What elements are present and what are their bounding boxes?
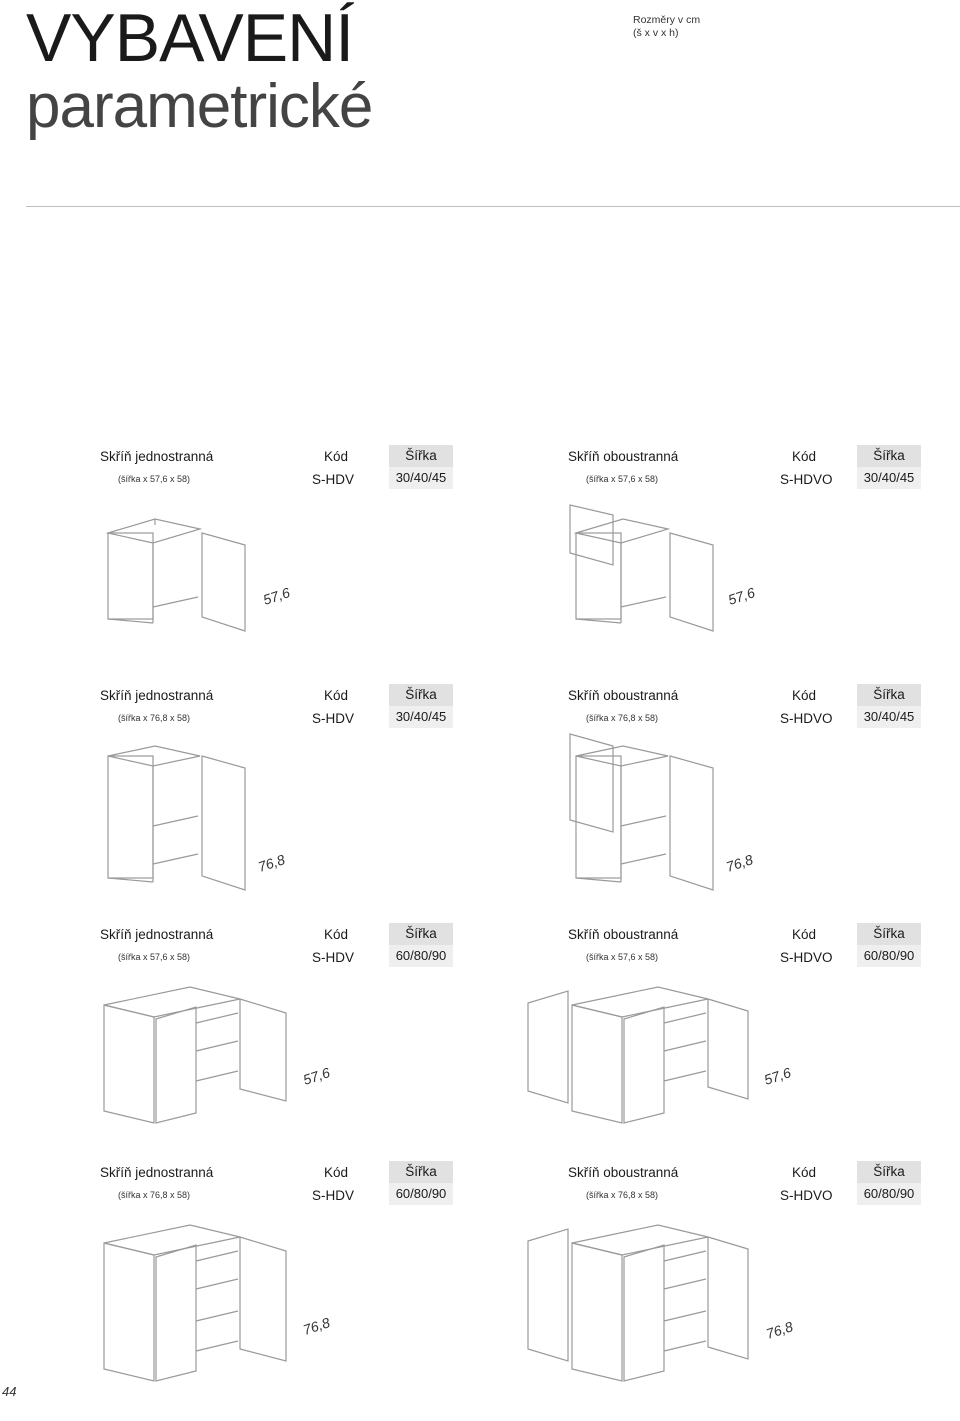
product-size: (šířka x 76,8 x 58) [118, 713, 191, 723]
product-name: Skříň jednostranná [100, 927, 214, 942]
code-header: Kód [792, 1165, 817, 1180]
width-header: Šířka [857, 1161, 921, 1183]
product-widths: 60/80/90 [857, 1183, 921, 1205]
product-code: S-HDV [312, 711, 355, 726]
product-cell [100, 1161, 480, 1421]
product-size: (šířka x 57,6 x 58) [118, 474, 191, 484]
cabinet-drawing [568, 744, 768, 894]
height-label: 57,6 [260, 584, 292, 608]
product-widths: 30/40/45 [857, 467, 921, 489]
code-header: Kód [324, 688, 349, 703]
product-name: Skříň oboustranná [568, 1165, 679, 1180]
product-name: Skříň oboustranná [568, 449, 679, 464]
code-header: Kód [324, 1165, 349, 1180]
dimensions-note-line2: (š x v x h) [633, 27, 679, 39]
width-header: Šířka [389, 445, 453, 467]
width-header: Šířka [857, 445, 921, 467]
product-code: S-HDVO [780, 472, 833, 487]
width-header: Šířka [389, 684, 453, 706]
product-widths: 30/40/45 [389, 706, 453, 728]
product-name: Skříň jednostranná [100, 1165, 214, 1180]
product-code: S-HDVO [780, 950, 833, 965]
cabinet-drawing [568, 505, 768, 635]
product-widths: 60/80/90 [857, 945, 921, 967]
code-header: Kód [792, 688, 817, 703]
product-cell [568, 445, 948, 705]
product-code: S-HDV [312, 1188, 355, 1203]
product-size: (šířka x 76,8 x 58) [586, 713, 659, 723]
product-code: S-HDV [312, 472, 355, 487]
product-name: Skříň jednostranná [100, 449, 214, 464]
product-cell [100, 923, 480, 1183]
cabinet-drawing [100, 983, 360, 1133]
height-label: 57,6 [725, 584, 757, 608]
product-size: (šířka x 57,6 x 58) [586, 952, 659, 962]
code-header: Kód [324, 449, 349, 464]
product-cell [568, 684, 948, 944]
page-number: 44 [2, 1384, 17, 1399]
product-size: (šířka x 76,8 x 58) [586, 1190, 659, 1200]
width-header: Šířka [857, 684, 921, 706]
height-label: 76,8 [255, 851, 287, 875]
product-name: Skříň oboustranná [568, 927, 679, 942]
product-cell [568, 1161, 948, 1421]
width-header: Šířka [389, 1161, 453, 1183]
product-size: (šířka x 57,6 x 58) [118, 952, 191, 962]
product-cell [568, 923, 948, 1183]
product-widths: 30/40/45 [857, 706, 921, 728]
product-widths: 30/40/45 [389, 467, 453, 489]
product-cell [100, 445, 480, 705]
width-header: Šířka [857, 923, 921, 945]
dimensions-note [633, 14, 700, 40]
product-widths: 60/80/90 [389, 1183, 453, 1205]
code-header: Kód [792, 449, 817, 464]
height-label: 57,6 [761, 1064, 793, 1088]
product-cell [100, 684, 480, 944]
cabinet-drawing [568, 1221, 828, 1391]
height-label: 76,8 [300, 1314, 332, 1338]
product-code: S-HDVO [780, 711, 833, 726]
product-code: S-HDVO [780, 1188, 833, 1203]
product-name: Skříň jednostranná [100, 688, 214, 703]
height-label: 76,8 [763, 1318, 795, 1342]
code-header: Kód [324, 927, 349, 942]
cabinet-drawing [100, 505, 300, 635]
dimensions-note-line1: Rozměry v cm [633, 14, 701, 26]
cabinet-drawing [568, 983, 828, 1133]
cabinet-drawing [100, 744, 300, 894]
product-size: (šířka x 57,6 x 58) [586, 474, 659, 484]
product-size: (šířka x 76,8 x 58) [118, 1190, 191, 1200]
product-code: S-HDV [312, 950, 355, 965]
product-name: Skříň oboustranná [568, 688, 679, 703]
width-header: Šířka [389, 923, 453, 945]
product-widths: 60/80/90 [389, 945, 453, 967]
cabinet-drawing [100, 1221, 360, 1391]
height-label: 76,8 [723, 851, 755, 875]
height-label: 57,6 [300, 1064, 332, 1088]
header-divider [26, 206, 960, 207]
page-subtitle: parametrické [26, 72, 373, 141]
code-header: Kód [792, 927, 817, 942]
page-title: VYBAVENÍ [26, 0, 354, 76]
